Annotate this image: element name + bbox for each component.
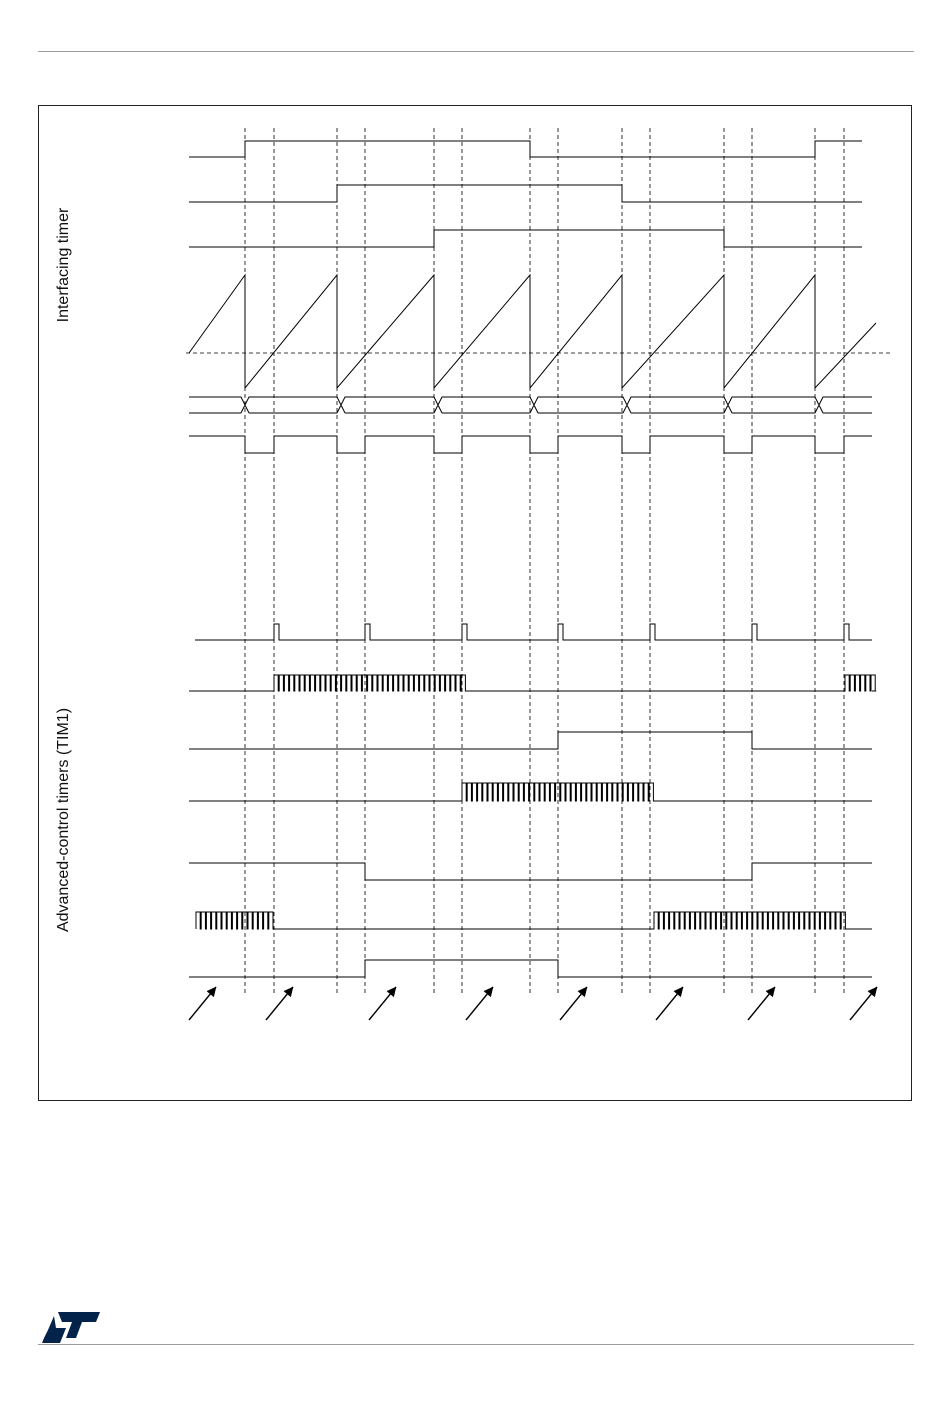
arrow-head	[284, 987, 293, 997]
com-event-pulse	[195, 624, 872, 640]
arrow-head	[207, 987, 216, 997]
footer-rule	[38, 1344, 914, 1345]
capture-bus-upper	[189, 397, 872, 413]
commutation-arrow	[656, 987, 683, 1020]
oc2n	[189, 863, 872, 880]
trgo-pulse	[189, 436, 872, 453]
commutation-arrow	[369, 987, 396, 1020]
arrow-head	[766, 987, 775, 997]
oc1n	[189, 732, 872, 749]
commutation-arrow	[266, 987, 293, 1020]
oc3n	[189, 960, 872, 977]
commutation-arrow	[466, 987, 493, 1020]
oc2-pwm	[189, 783, 872, 801]
oc3-pwm	[196, 912, 872, 929]
advanced-control-timers-label: Advanced-control timers (TIM1)	[55, 707, 72, 933]
arrow-head	[387, 987, 396, 997]
counter-sawtooth	[189, 275, 876, 388]
hall-input-1	[189, 141, 862, 157]
oc1-pwm	[189, 675, 876, 691]
hall-input-2	[189, 185, 862, 202]
commutation-arrow	[189, 987, 216, 1020]
arrow-head	[578, 987, 587, 997]
time-marker-lines	[186, 128, 890, 995]
commutation-arrows	[189, 987, 877, 1020]
hall-input-3	[189, 230, 862, 247]
st-logo	[42, 1312, 100, 1343]
interfacing-timer-label: Interfacing timer	[55, 207, 72, 323]
arrow-head	[674, 987, 683, 997]
arrow-head	[868, 987, 877, 997]
waveforms	[189, 141, 876, 977]
commutation-arrow	[850, 987, 877, 1020]
arrow-head	[484, 987, 493, 997]
commutation-arrow	[560, 987, 587, 1020]
